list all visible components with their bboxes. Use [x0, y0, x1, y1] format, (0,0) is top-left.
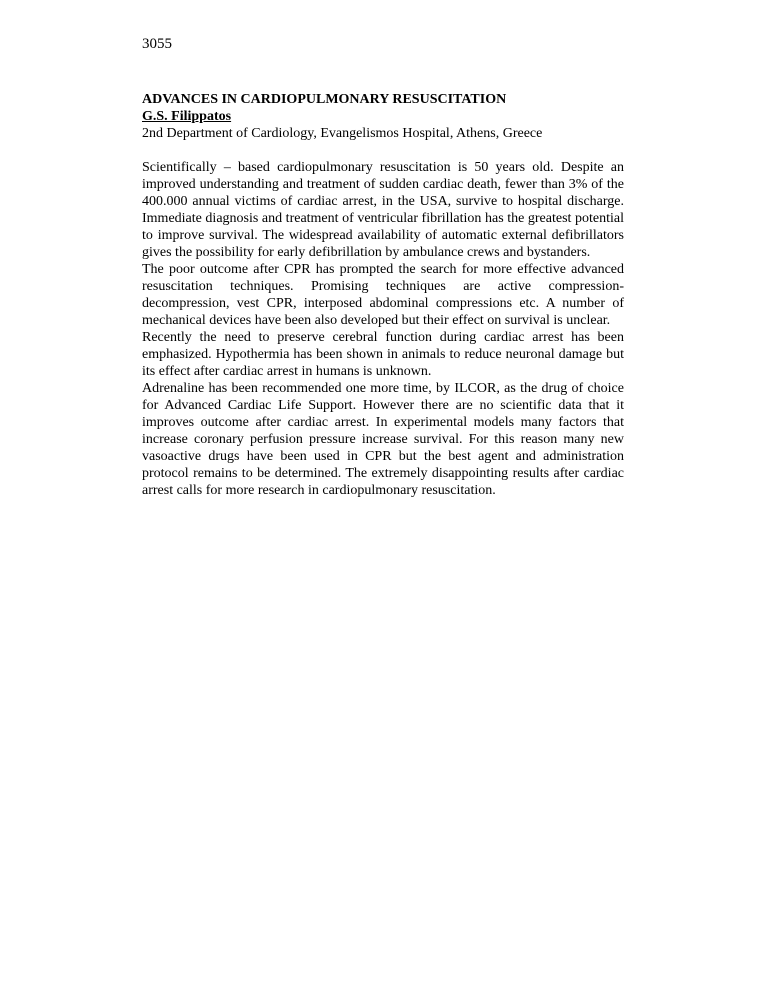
- paragraph-1: Scientifically – based cardiopulmonary resuscitation is 50 years old. Despite an improved understanding and treatment of sudden cardiac death, fewer than 3% of the 400.000 annual victims of cardiac arrest, in the USA, survive to hospital discharge. Immediate diagnosis and treatment of ventricular fibrillation has the greatest potential to improve survival. The widespread availability of automatic external defibrillators gives the possibility for early defibrillation by ambulance crews and bystanders.: [142, 160, 624, 260]
- paragraph-3: Recently the need to preserve cerebral function during cardiac arrest has been emphasized. Hypothermia has been shown in animals to reduce neuronal damage but its effect after cardiac arrest in humans is unknown.: [142, 330, 624, 379]
- abstract-body: [142, 159, 624, 499]
- article-title: ADVANCES IN CARDIOPULMONARY RESUSCITATION: [142, 92, 507, 107]
- paragraph-4: Adrenaline has been recommended one more time, by ILCOR, as the drug of choice for Advanced Cardiac Life Support. However there are no scientific data that it improves outcome after cardiac arrest. In experimental models many factors that increase coronary perfusion pressure increase survival. For this reason many new vasoactive drugs have been used in CPR but the best agent and administration protocol remains to be determined. The extremely disappointing results after cardiac arrest calls for more research in cardiopulmonary resuscitation.: [142, 381, 624, 498]
- paragraph-2: The poor outcome after CPR has prompted the search for more effective advanced resuscitation techniques. Promising techniques are active compression-decompression, vest CPR, interposed abdominal compressions etc. A number of mechanical devices have been also developed but their effect on survival is unclear.: [142, 262, 624, 328]
- author-name: G.S. Filippatos: [142, 109, 232, 124]
- abstract-number: 3055: [142, 36, 172, 52]
- document-page: [142, 34, 624, 499]
- author-affiliation: 2nd Department of Cardiology, Evangelismos Hospital, Athens, Greece: [142, 126, 543, 141]
